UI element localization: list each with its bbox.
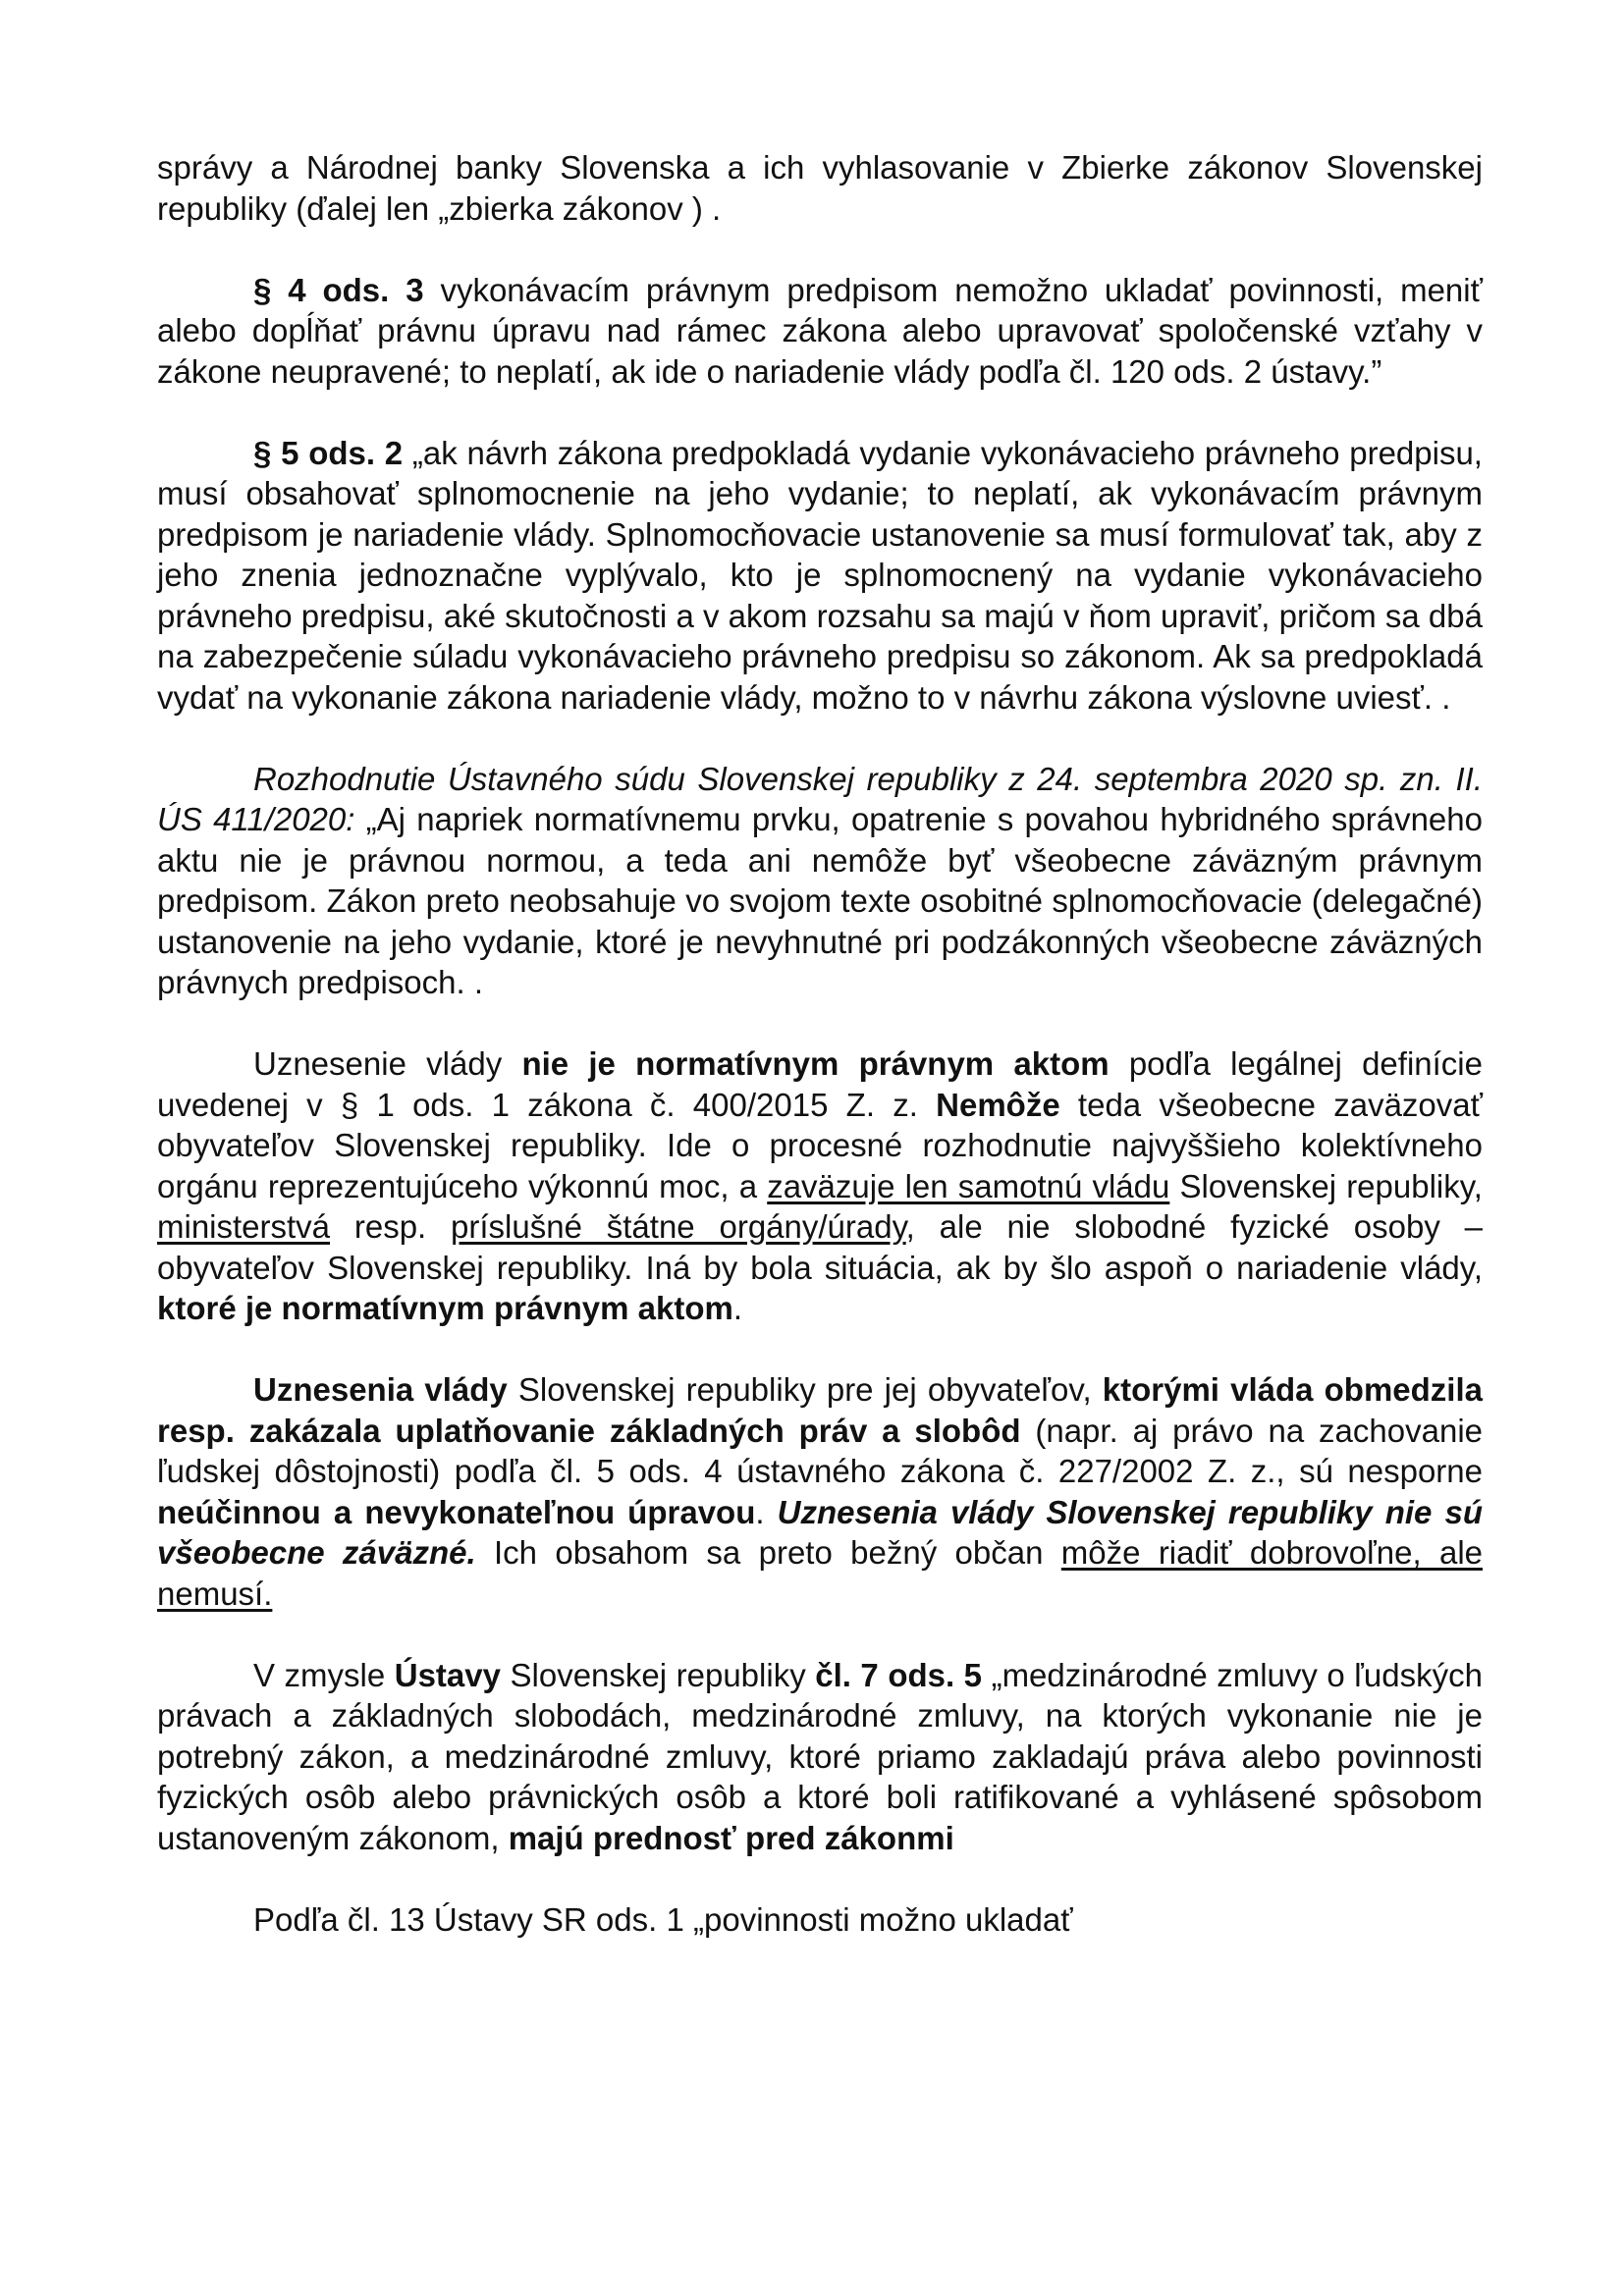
text-run: .	[755, 1493, 778, 1530]
paragraph-section-5-2	[157, 433, 1483, 719]
text-run: Slovenskej republiky pre jej obyvateľov,	[507, 1371, 1103, 1408]
paragraph-intro: správy a Národnej banky Slovenska a ich vyhlasovanie v Zbierke zákonov Slovenskej republiky (ďalej len „zbierka zákonov ) .	[157, 149, 1483, 227]
document-page	[157, 147, 1483, 1940]
text-run: podľa legálnej definície uvedenej v § 1 ods. 1 zákona č. 400/2015 Z. z.	[157, 1045, 1483, 1123]
bold-run: majú prednosť pred zákonmi	[508, 1819, 954, 1856]
paragraph-constitution-art-7	[157, 1655, 1483, 1859]
text-run: Ich obsahom sa preto bežný občan	[475, 1534, 1061, 1571]
paragraph-government-resolution	[157, 1043, 1483, 1329]
text-run: (napr. aj právo na zachovanie ľudskej dôstojnosti) podľa čl. 5 ods. 4 ústavného zákona č. 227/2002 Z. z., sú nesporne	[157, 1412, 1483, 1489]
bold-run: ktorými vláda obmedzila resp. zakázala uplatňovanie základných práv a slobôd	[157, 1371, 1484, 1449]
bold-run: Nemôže	[936, 1086, 1060, 1123]
text-run: teda všeobecne zaväzovať obyvateľov Slovenskej republiky. Ide o procesné rozhodnutie najvyššieho kolektívneho orgánu reprezentujúceho výkonnú moc, a	[157, 1086, 1484, 1204]
text-run: Slovenskej republiky,	[1169, 1167, 1483, 1204]
bold-run: čl. 7 ods. 5	[815, 1656, 983, 1693]
section-text: vykonávacím právnym predpisom nemožno ukladať povinnosti, meniť alebo dopĺňať právnu úpravu nad rámec zákona alebo upravovať spoločenské vzťahy v zákone neupravené; to neplatí, ak ide o nariadenie vlády podľa čl. 120 ods. 2 ústavy.”	[157, 271, 1483, 390]
underlined-run: môže riadiť dobrovoľne, ale nemusí.	[157, 1534, 1483, 1612]
bold-run: Uznesenia vlády	[253, 1371, 508, 1408]
paragraph-constitution-art-13: Podľa čl. 13 Ústavy SR ods. 1 „povinnosti možno ukladať	[253, 1900, 1073, 1938]
bold-italic-run: Uznesenia vlády Slovenskej republiky nie sú všeobecne záväzné.	[157, 1493, 1483, 1571]
section-text: „ak návrh zákona predpokladá vydanie vykonávacieho právneho predpisu, musí obsahovať splnomocnenie na jeho vydanie; to neplatí, ak vykonávacím právnym predpisom je nariadenie vlády. Splnomocňovacie ustanovenie sa musí formulovať tak, aby z jeho znenia jednoznačne vyplývalo, kto je splnomocnený na vydanie vykonávacieho právneho predpisu, aké skutočnosti a v akom rozsahu sa majú v ňom upraviť, pričom sa dbá na zabezpečenie súladu vykonávacieho právneho predpisu so zákonom. Ak sa predpokladá vydať na vykonanie zákona nariadenie vlády, možno to v návrhu zákona výslovne uviesť. .	[157, 434, 1483, 716]
bold-run: nie je normatívnym právnym aktom	[521, 1045, 1110, 1082]
bold-run: Ústavy	[394, 1656, 501, 1693]
text-run: , ale nie slobodné fyzické osoby – obyvateľov Slovenskej republiky. Iná by bola situácia, ak by šlo aspoň o nariadenie vlády,	[157, 1208, 1483, 1286]
paragraph-section-4-3	[157, 270, 1483, 393]
paragraph-resolutions-rights	[157, 1369, 1483, 1614]
text-run: V zmysle	[253, 1656, 395, 1693]
underlined-run: príslušné štátne orgány/úrady	[451, 1208, 906, 1245]
text-run: Uznesenie vlády	[253, 1045, 522, 1082]
underlined-run: zaväzuje len samotnú vládu	[767, 1167, 1170, 1204]
ruling-text: „Aj napriek normatívnemu prvku, opatrenie s povahou hybridného správneho aktu nie je právnou normou, a teda ani nemôže byť všeobecne záväzným právnym predpisom. Zákon preto neobsahuje vo svojom texte osobitné splnomocňovacie (delegačné) ustanovenie na jeho vydanie, ktoré je nevyhnutné pri podzákonných všeobecne záväzných právnych predpisoch. .	[157, 801, 1483, 1000]
bold-run: ktoré je normatívnym právnym aktom	[157, 1290, 733, 1326]
text-run: „medzinárodné zmluvy o ľudských právach a základných slobodách, medzinárodné zmluvy, na ktorých vykonanie nie je potrebný zákon, a medzinárodné zmluvy, ktoré priamo zakladajú práva alebo povinnosti fyzických osôb alebo právnických osôb a ktoré boli ratifikované a vyhlásené spôsobom ustanoveným zákonom,	[157, 1656, 1483, 1856]
text-run: .	[732, 1290, 743, 1326]
court-citation: Rozhodnutie Ústavného súdu Slovenskej republiky z 24. septembra 2020 sp. zn. II. ÚS 411/2020:	[157, 760, 1483, 837]
bold-run: neúčinnou a nevykonateľnou úpravou	[157, 1493, 756, 1530]
paragraph-court-ruling	[157, 759, 1483, 1003]
text-run: Slovenskej republiky	[500, 1656, 816, 1693]
section-ref: § 4 ods. 3	[253, 271, 424, 308]
section-ref: § 5 ods. 2	[253, 434, 404, 471]
underlined-run: ministerstvá	[157, 1208, 331, 1245]
text-run: resp.	[330, 1208, 452, 1245]
